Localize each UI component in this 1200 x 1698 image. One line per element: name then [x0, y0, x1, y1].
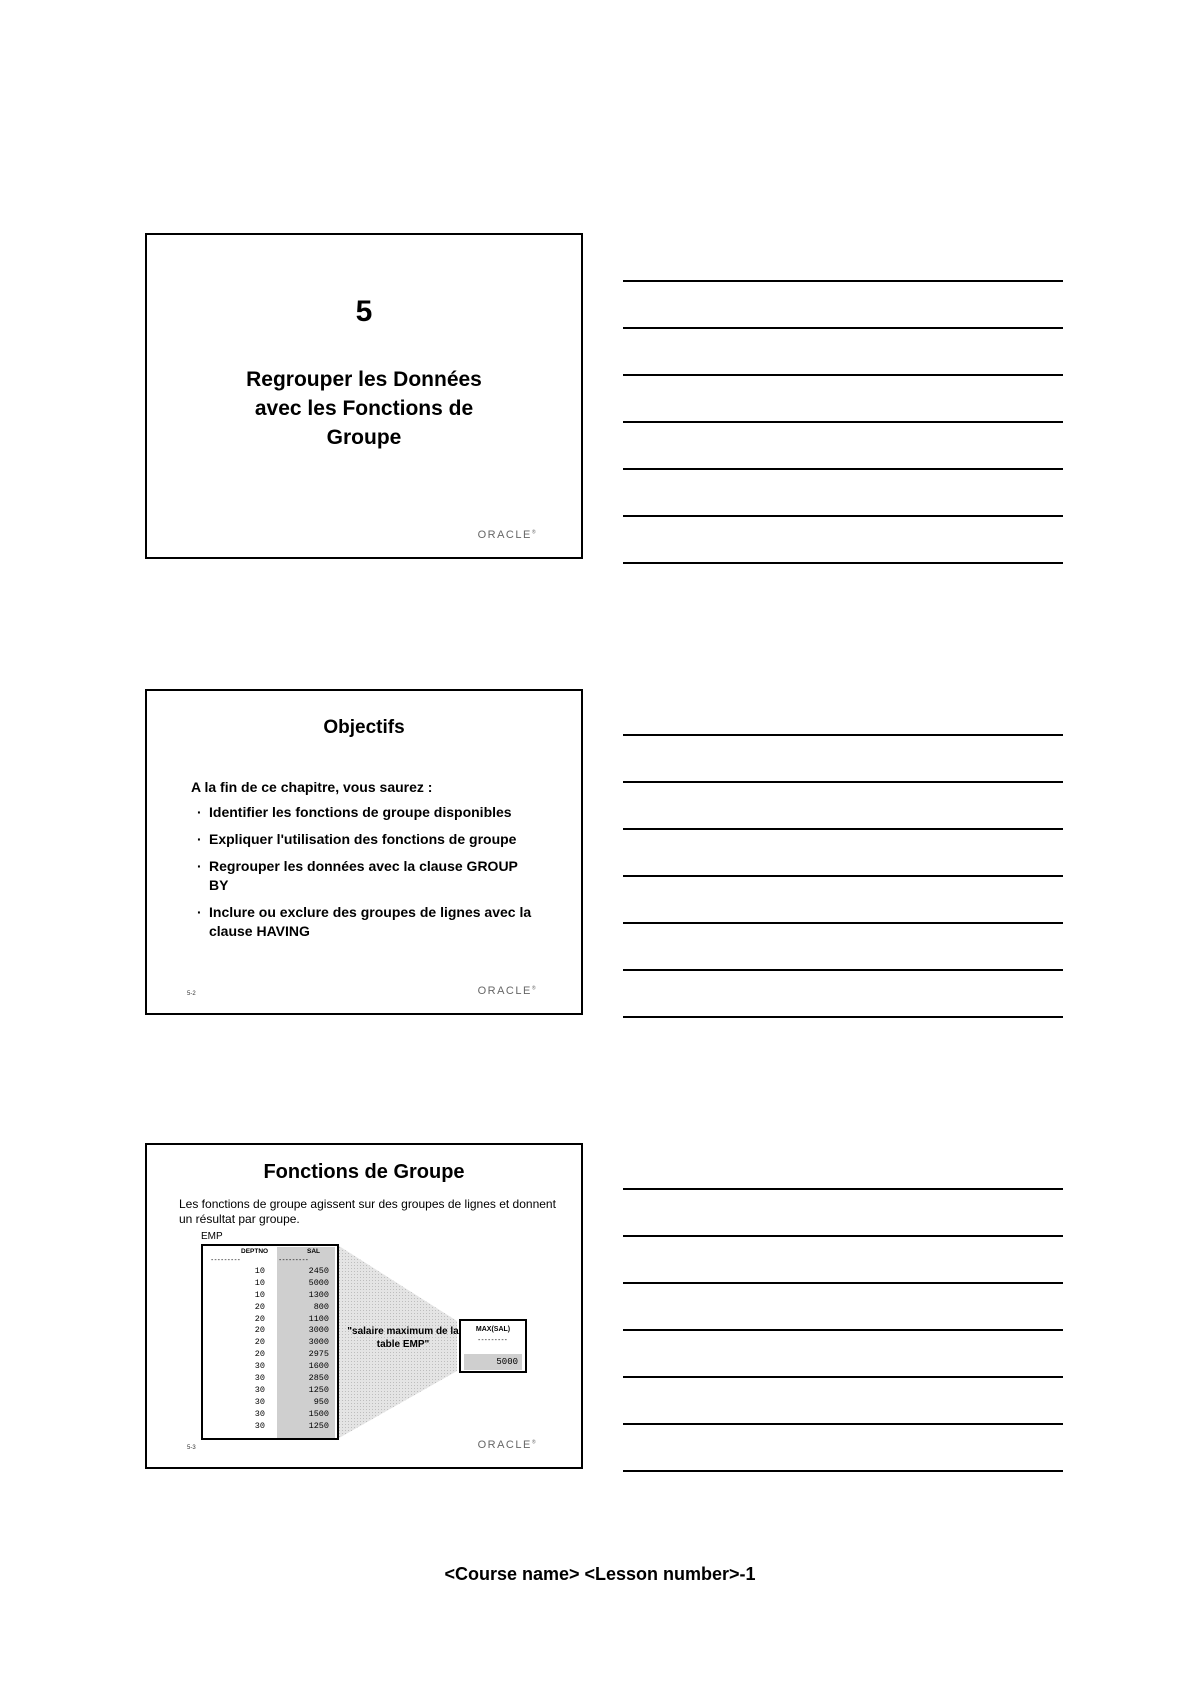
sal-cell: 2450: [308, 1266, 329, 1276]
chapter-title: [187, 365, 541, 452]
result-table: [459, 1319, 527, 1373]
sal-cell: 800: [313, 1301, 329, 1312]
oracle-logo: ORACLE®: [477, 529, 537, 541]
note-line: [623, 828, 1063, 830]
table-row: [203, 1385, 337, 1397]
deptno-cell: 30: [254, 1361, 265, 1372]
column-header-sal: SAL: [307, 1248, 320, 1255]
table-row: [203, 1421, 337, 1433]
note-line: [623, 1376, 1063, 1378]
table-row: [203, 1325, 337, 1337]
sal-cell: 1250: [308, 1384, 329, 1395]
table-row: [203, 1314, 337, 1326]
note-line: [623, 515, 1063, 517]
header-separator: ---------: [211, 1257, 241, 1264]
slide-title: [145, 233, 583, 559]
sal-cell: 1600: [308, 1361, 329, 1372]
deptno-cell: 20: [254, 1325, 265, 1336]
slide-group-functions: [145, 1143, 583, 1469]
note-line: [623, 1329, 1063, 1331]
deptno-cell: 30: [254, 1373, 265, 1384]
note-line: [623, 1235, 1063, 1237]
note-line: [623, 374, 1063, 376]
note-line: [623, 969, 1063, 971]
table-row: [203, 1397, 337, 1409]
deptno-cell: 30: [254, 1420, 265, 1431]
table-row: [203, 1409, 337, 1421]
sal-cell: 1500: [308, 1408, 329, 1419]
deptno-cell: 10: [254, 1277, 265, 1288]
deptno-cell: 30: [254, 1408, 265, 1419]
result-column-header: MAX(SAL): [475, 1326, 511, 1333]
list-item: · Regrouper les données avec la clause GROUP BY: [197, 857, 537, 895]
list-item: · Inclure ou exclure des groupes de lignes avec la clause HAVING: [197, 903, 537, 941]
emp-rows: [203, 1266, 337, 1432]
note-line: [623, 468, 1063, 470]
objectives-intro: A la fin de ce chapitre, vous saurez :: [191, 779, 433, 795]
sal-cell: 2850: [308, 1373, 329, 1384]
slide-description: Les fonctions de groupe agissent sur des groupes de lignes et donnent un résultat par groupe.: [179, 1197, 556, 1226]
deptno-cell: 20: [254, 1301, 265, 1312]
slide-objectives: [145, 689, 583, 1015]
deptno-cell: 30: [254, 1384, 265, 1395]
table-row: [203, 1278, 337, 1290]
oracle-logo: ORACLE®: [477, 1439, 537, 1451]
note-line: [623, 562, 1063, 564]
table-row: [203, 1290, 337, 1302]
deptno-cell: 10: [254, 1266, 265, 1276]
header-separator: ---------: [279, 1257, 309, 1264]
note-line: [623, 875, 1063, 877]
note-line: [623, 280, 1063, 282]
sal-cell: 1100: [308, 1313, 329, 1324]
sal-cell: 3000: [308, 1325, 329, 1336]
note-line: [623, 421, 1063, 423]
list-item: · Expliquer l'utilisation des fonctions de groupe: [197, 830, 537, 849]
deptno-cell: 20: [254, 1349, 265, 1360]
deptno-cell: 20: [254, 1337, 265, 1348]
deptno-cell: 20: [254, 1313, 265, 1324]
sal-cell: 5000: [308, 1277, 329, 1288]
table-row: [203, 1337, 337, 1349]
table-row: [203, 1266, 337, 1278]
sal-cell: 2975: [308, 1349, 329, 1360]
table-name-label: EMP: [201, 1231, 223, 1242]
page-footer: <Course name> <Lesson number>-1: [444, 1564, 756, 1584]
note-line: [623, 781, 1063, 783]
table-row: [203, 1349, 337, 1361]
note-line: [623, 922, 1063, 924]
oracle-logo: ORACLE®: [477, 985, 537, 997]
slide-number: 5-2: [187, 991, 196, 997]
result-value: 5000: [464, 1354, 522, 1370]
slide-number: 5-3: [187, 1445, 196, 1451]
chapter-number: 5: [355, 295, 373, 328]
result-separator: ---------: [478, 1337, 508, 1344]
slide-title-heading: Objectifs: [323, 717, 405, 738]
sal-cell: 1250: [308, 1420, 329, 1431]
objectives-list: [197, 803, 537, 949]
chapter-title-line: Groupe: [326, 426, 402, 449]
deptno-cell: 10: [254, 1289, 265, 1300]
chapter-title-line: avec les Fonctions de: [254, 397, 474, 420]
note-line: [623, 1016, 1063, 1018]
note-line: [623, 327, 1063, 329]
note-line: [623, 1188, 1063, 1190]
list-item: · Identifier les fonctions de groupe disponibles: [197, 803, 537, 822]
note-line: [623, 1423, 1063, 1425]
table-row: [203, 1361, 337, 1373]
table-row: [203, 1373, 337, 1385]
deptno-cell: 30: [254, 1396, 265, 1407]
funnel-label: "salaire maximum de la table EMP": [347, 1326, 459, 1350]
sal-cell: 1300: [308, 1289, 329, 1300]
emp-table: [201, 1244, 339, 1440]
sal-cell: 3000: [308, 1337, 329, 1348]
slide-title-heading: Fonctions de Groupe: [263, 1161, 465, 1183]
table-row: [203, 1302, 337, 1314]
note-line: [623, 1282, 1063, 1284]
chapter-title-line: Regrouper les Données: [246, 368, 482, 391]
column-header-deptno: DEPTNO: [241, 1248, 269, 1255]
sal-cell: 950: [313, 1396, 329, 1407]
note-line: [623, 1470, 1063, 1472]
note-line: [623, 734, 1063, 736]
